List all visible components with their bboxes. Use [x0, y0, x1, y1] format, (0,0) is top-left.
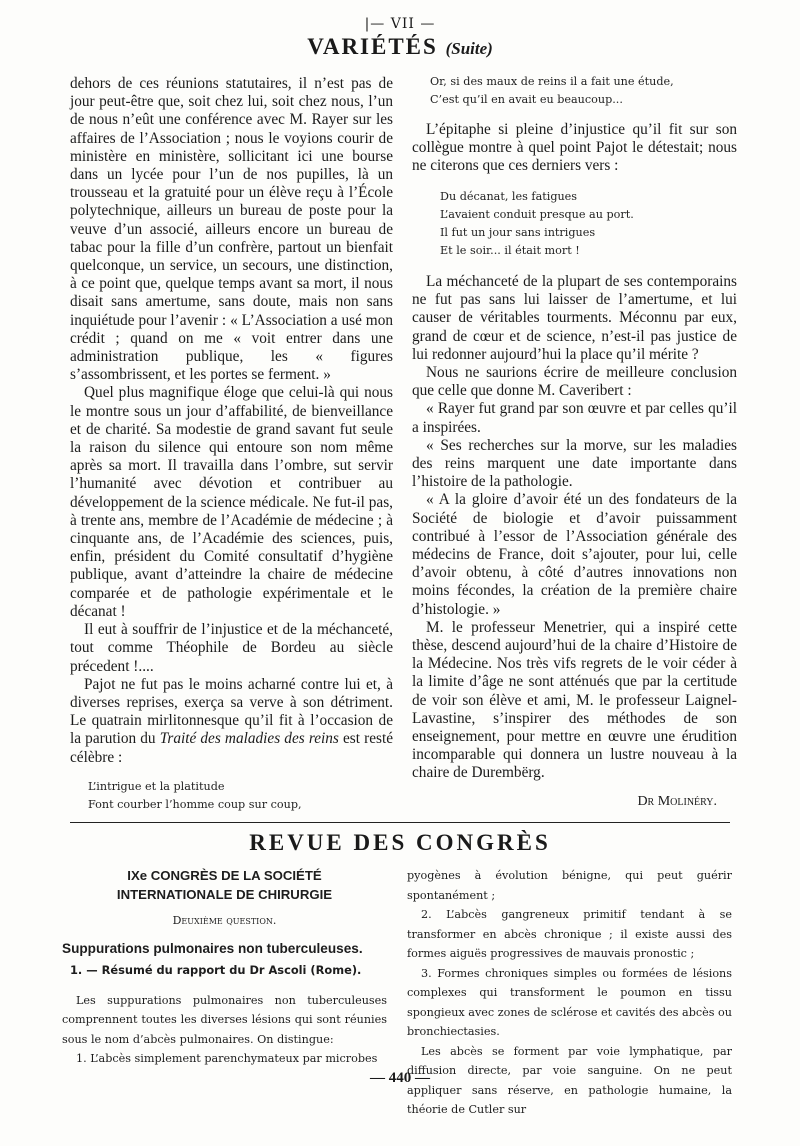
congress-title: IXe CONGRÈS DE LA SOCIÉTÉ INTERNATIONALE DE CHIRURGIE: [116, 868, 333, 902]
verse-line: L’intrigue et la platitude: [88, 780, 225, 793]
right-column: [412, 273, 737, 783]
verse-line: Et le soir... il était mort !: [440, 244, 580, 257]
verse-line: Or, si des maux de reins il a fait une étude,: [430, 75, 674, 88]
paragraph-text: Pajot ne fut pas le moins acharné contre lui et, à diverses reprises, exerça sa verve à son détriment. Le quatrain mirlitonnesque qu’il fit à l’occasion de la parution du: [70, 675, 393, 748]
section-title-suffix: (Suite): [445, 39, 493, 58]
right-column-epitaph-intro: [412, 121, 737, 176]
paragraph: Nous ne saurions écrire de meilleure conclusion que celle que donne M. Caveribert :: [412, 364, 737, 400]
section-divider: [70, 822, 730, 823]
page-roman-number: |— VII —: [364, 16, 436, 32]
paragraph: Les suppurations pulmonaires non tuberculeuses comprennent toutes les diverses lésions qui sont réunies sous le nom d’abcès pulmonaires. On distingue:: [62, 993, 387, 1046]
verse-line: C’est qu’il en avait eu beaucoup...: [430, 93, 623, 106]
question-label: Deuxième question.: [172, 914, 277, 927]
paragraph: « Ses recherches sur la morve, sur les maladies des reins marquent une date importante dans l’histoire de la pathologie.: [412, 436, 737, 491]
page-number: — 440 —: [370, 1070, 430, 1086]
paragraph: Les abcès se forment par voie lymphatique, par diffusion directe, par voie sanguine. On ne peut appliquer sans réserve, en pathologie humaine, la théorie de Cutler sur: [407, 1044, 732, 1116]
paragraph: Il eut à souffrir de l’injustice et de la méchanceté, tout comme Théophile de Bordeu au siècle précedent !....: [70, 621, 393, 675]
resume-heading: 1. — Résumé du rapport du Dr Ascoli (Rome).: [70, 963, 362, 977]
paragraph: « Rayer fut grand par son œuvre et par celles qu’il a inspirées.: [412, 400, 737, 436]
revue-title: REVUE DES CONGRÈS: [249, 830, 551, 855]
paragraph-text: est resté célèbre :: [70, 730, 393, 766]
verse-line: Font courber l’homme coup sur coup,: [88, 798, 302, 811]
verse-line: Du décanat, les fatigues: [440, 190, 578, 203]
book-title: Traité des maladies des reins: [159, 730, 339, 748]
left-verse: [88, 778, 302, 814]
list-item: 1. L’abcès simplement parenchymateux par microbes: [76, 1052, 378, 1065]
paragraph: Quel plus magnifique éloge que celui-là qui nous le montre sous un jour d’affabilité, de bienveillance et de charité. Sa modestie de grand savant fut seule la raison du silence qui entoure son nom même après sa mort. Il travailla dans l’ombre, sut servir l’humanité avec dévotion et contribuer au développement de la science médicale. Ne fut-il pas, à trente ans, membre de l’Académie de médecine ; à cinquante ans, de l’Académie des sciences, puis, enfin, président du Comité consultatif d’hygiène publique, avant d’atteindre la chaire de médecine comparée et de pathologie expérimentale et le décanat !: [70, 384, 393, 620]
paragraph: M. le professeur Menetrier, qui a inspiré cette thèse, descend aujourd’hui de la chaire d’Histoire de la Médecine. Nos très vifs regrets de le voir céder à la limite d’âge ne sont atténués que par la certitude de voir son élève et ami, M. le professeur Laignel-Lavastine, s’inspirer des méthodes de son enseignement, pour mettre en œuvre une érudition incomparable qui donnera un lustre nouveau à la chaire de Durembërg.: [412, 618, 737, 782]
paragraph: L’épitaphe si pleine d’injustice qu’il fit sur son collègue montre à quel point Pajot le détestait; nous ne citerons que ces derniers vers :: [412, 121, 737, 175]
epitaph-verse: [440, 188, 634, 260]
verse-line: Il fut un jour sans intrigues: [440, 226, 596, 239]
paragraph: La méchanceté de la plupart de ses contemporains ne fut pas sans lui laisser de l’amertume, et lui causer de véritables tourments. Méconnu par eux, grand de cœur et de science, n’est-il pas justice de lui redonner aujourd’hui la place qu’il mérite ?: [412, 273, 737, 363]
left-column: [70, 75, 393, 767]
list-item: 2. L’abcès gangreneux primitif tendant à se transformer en abcès chronique ; il existe aussi des formes aiguës progressives de mauvais pronostic ;: [407, 908, 732, 960]
revue-left-column: [62, 866, 387, 1069]
verse-line: L’avaient conduit presque au port.: [440, 208, 634, 221]
section-title: [0, 34, 800, 60]
paragraph: [70, 676, 393, 767]
topic-heading: Suppurations pulmonaires non tuberculeuses.: [62, 940, 363, 956]
list-item: 3. Formes chroniques simples ou formées de lésions complexes qui transforment le poumon en tissu spongieux avec zones de sclérose et cavités des abcès ou bronchiectasies.: [407, 966, 732, 1038]
paragraph: « A la gloire d’avoir été un des fondateurs de la Société de biologie et d’avoir puissamment contribué à l’essor de l’Association générale des médecins de France, doit s’ajouter, pour lui, celle d’avoir obtenu, à côté d’autres innovations non moins fécondes, la création de la première chaire d’histologie. »: [412, 491, 737, 618]
right-verse-top: [430, 73, 674, 109]
paragraph: pyogènes à évolution bénigne, qui peut guérir spontanément ;: [407, 869, 732, 902]
signature: Dr Molinéry.: [637, 794, 717, 809]
section-title-text: VARIÉTÉS: [307, 34, 438, 59]
paragraph: dehors de ces réunions statutaires, il n’est pas de jour peut-être que, soit chez lui, soit chez nous, l’un de nous n’eût une conférence avec M. Rayer sur les affaires de l’Association ; nous le voyions courir de ministère en ministère, sollicitant ici une bourse dans un lycée pour l’un de nos pupilles, là un trousseau et la gratuité pour un élève reçu à l’École polytechnique, ailleurs un bureau de poste pour la veuve d’un associé, ailleurs encore un bureau de tabac pour la fille d’un confrère, partout un bienfait quelconque, un service, un secours, une distinction, à ce point que, quelque temps avant sa mort, il nous disait sans amertume, sans doute, mais non sans inquiétude pour l’avenir : « L’Association a usé mon crédit ; quand on me « voit entrer dans une administration publique, les « figures s’assombrissent, et les portes se ferment. »: [70, 75, 393, 384]
